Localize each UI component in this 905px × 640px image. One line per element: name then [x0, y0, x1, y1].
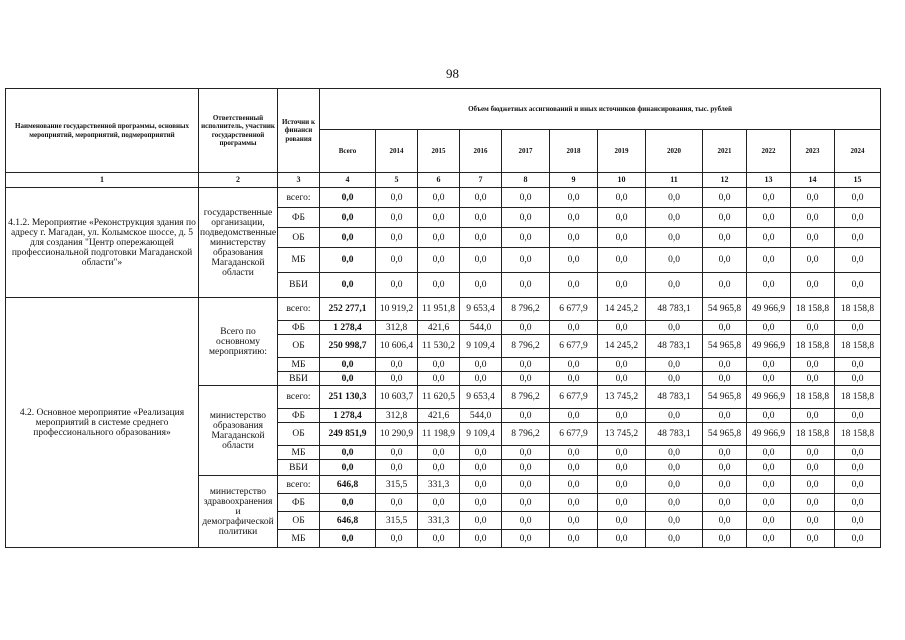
column-number: 10: [598, 173, 646, 188]
column-number: 3: [278, 173, 320, 188]
value-cell: 11 951,8: [418, 298, 460, 321]
value-cell: 0,0: [703, 273, 747, 298]
value-cell: 18 158,8: [791, 298, 835, 321]
value-cell: 0,0: [598, 228, 646, 248]
value-cell: 0,0: [376, 372, 418, 386]
value-cell: 0,0: [502, 321, 550, 335]
value-cell: 0,0: [598, 188, 646, 208]
value-cell: 0,0: [747, 460, 791, 476]
value-cell: 0,0: [418, 358, 460, 372]
value-cell: 0,0: [747, 494, 791, 512]
value-cell: 0,0: [747, 273, 791, 298]
value-cell: 0,0: [791, 208, 835, 228]
value-cell: 54 965,8: [703, 298, 747, 321]
value-cell: 0,0: [747, 372, 791, 386]
value-cell: 0,0: [502, 476, 550, 494]
page-number: 98: [446, 66, 459, 81]
source-cell: МБ: [278, 530, 320, 548]
value-cell: 54 965,8: [703, 335, 747, 358]
value-cell: 0,0: [646, 460, 703, 476]
value-cell: 0,0: [791, 273, 835, 298]
value-cell: 0,0: [376, 530, 418, 548]
value-cell: 0,0: [418, 460, 460, 476]
header-volume: Объем бюджетных ассигнований и иных источников финансирования, тыс. рублей: [320, 89, 881, 130]
value-cell: 0,0: [418, 188, 460, 208]
value-cell: 9 653,4: [460, 298, 502, 321]
value-cell: 0,0: [598, 409, 646, 423]
source-cell: ВБИ: [278, 372, 320, 386]
value-cell: 18 158,8: [791, 335, 835, 358]
value-cell: 8 796,2: [502, 386, 550, 409]
value-cell: 0,0: [550, 409, 598, 423]
value-cell: 0,0: [502, 530, 550, 548]
value-cell: 0,0: [703, 409, 747, 423]
header-year: 2014: [376, 130, 418, 173]
value-cell: 0,0: [460, 188, 502, 208]
value-cell: 331,3: [418, 512, 460, 530]
column-number: 7: [460, 173, 502, 188]
value-cell: 0,0: [646, 409, 703, 423]
value-cell: 8 796,2: [502, 298, 550, 321]
value-cell: 18 158,8: [835, 423, 881, 446]
value-cell: 18 158,8: [791, 423, 835, 446]
column-number: 1: [6, 173, 199, 188]
value-cell: 0,0: [835, 446, 881, 460]
value-cell: 13 745,2: [598, 386, 646, 409]
value-cell: 10 606,4: [376, 335, 418, 358]
value-cell: 646,8: [320, 512, 376, 530]
value-cell: 0,0: [791, 358, 835, 372]
value-cell: 0,0: [376, 446, 418, 460]
value-cell: 0,0: [460, 248, 502, 273]
value-cell: 0,0: [703, 530, 747, 548]
column-number: 5: [376, 173, 418, 188]
value-cell: 0,0: [320, 248, 376, 273]
header-year: Всего: [320, 130, 376, 173]
value-cell: 251 130,3: [320, 386, 376, 409]
value-cell: 0,0: [418, 273, 460, 298]
executor-cell: министерство здравоохранения и демографической политики: [199, 476, 278, 548]
value-cell: 0,0: [502, 512, 550, 530]
table-row: [6, 188, 881, 208]
value-cell: 0,0: [835, 248, 881, 273]
value-cell: 0,0: [418, 494, 460, 512]
value-cell: 0,0: [460, 358, 502, 372]
value-cell: 0,0: [747, 208, 791, 228]
value-cell: 0,0: [460, 208, 502, 228]
header-year: 2024: [835, 130, 881, 173]
value-cell: 0,0: [646, 273, 703, 298]
value-cell: 0,0: [646, 372, 703, 386]
value-cell: 0,0: [550, 248, 598, 273]
header-year: 2023: [791, 130, 835, 173]
value-cell: 18 158,8: [835, 386, 881, 409]
source-cell: ВБИ: [278, 273, 320, 298]
value-cell: 0,0: [550, 228, 598, 248]
source-cell: всего:: [278, 298, 320, 321]
value-cell: 10 290,9: [376, 423, 418, 446]
column-number: 15: [835, 173, 881, 188]
value-cell: 0,0: [320, 273, 376, 298]
value-cell: 0,0: [835, 208, 881, 228]
value-cell: 0,0: [703, 358, 747, 372]
value-cell: 0,0: [747, 476, 791, 494]
value-cell: 0,0: [502, 494, 550, 512]
column-number: 8: [502, 173, 550, 188]
value-cell: 0,0: [460, 372, 502, 386]
value-cell: 0,0: [502, 188, 550, 208]
source-cell: всего:: [278, 386, 320, 409]
value-cell: 0,0: [791, 248, 835, 273]
value-cell: 48 783,1: [646, 423, 703, 446]
value-cell: 0,0: [835, 358, 881, 372]
value-cell: 0,0: [791, 372, 835, 386]
value-cell: 0,0: [791, 512, 835, 530]
value-cell: 49 966,9: [747, 335, 791, 358]
value-cell: 6 677,9: [550, 298, 598, 321]
value-cell: 0,0: [703, 228, 747, 248]
value-cell: 0,0: [646, 358, 703, 372]
value-cell: 0,0: [703, 476, 747, 494]
value-cell: 0,0: [320, 530, 376, 548]
value-cell: 0,0: [646, 228, 703, 248]
source-cell: ФБ: [278, 409, 320, 423]
value-cell: 0,0: [376, 208, 418, 228]
value-cell: 0,0: [550, 512, 598, 530]
value-cell: 0,0: [320, 188, 376, 208]
value-cell: 0,0: [703, 208, 747, 228]
value-cell: 54 965,8: [703, 386, 747, 409]
value-cell: 0,0: [835, 530, 881, 548]
value-cell: 0,0: [460, 446, 502, 460]
value-cell: 421,6: [418, 321, 460, 335]
value-cell: 49 966,9: [747, 386, 791, 409]
value-cell: 0,0: [502, 358, 550, 372]
source-cell: ФБ: [278, 321, 320, 335]
budget-table: [5, 88, 881, 548]
value-cell: 249 851,9: [320, 423, 376, 446]
value-cell: 0,0: [598, 476, 646, 494]
value-cell: 0,0: [747, 446, 791, 460]
value-cell: 0,0: [835, 476, 881, 494]
column-number: 6: [418, 173, 460, 188]
value-cell: 0,0: [460, 530, 502, 548]
value-cell: 0,0: [835, 321, 881, 335]
value-cell: 331,3: [418, 476, 460, 494]
value-cell: 10 919,2: [376, 298, 418, 321]
value-cell: 315,5: [376, 512, 418, 530]
value-cell: 9 109,4: [460, 423, 502, 446]
value-cell: 0,0: [460, 460, 502, 476]
value-cell: 0,0: [502, 273, 550, 298]
value-cell: 312,8: [376, 409, 418, 423]
source-cell: ОБ: [278, 423, 320, 446]
value-cell: 0,0: [376, 494, 418, 512]
value-cell: 0,0: [418, 530, 460, 548]
executor-cell: Всего по основному мероприятию:: [199, 298, 278, 386]
value-cell: 0,0: [791, 476, 835, 494]
value-cell: 0,0: [646, 530, 703, 548]
value-cell: 0,0: [791, 409, 835, 423]
value-cell: 0,0: [598, 460, 646, 476]
header-executor: Ответственный исполнитель, участник государственной программы: [199, 89, 278, 173]
value-cell: 0,0: [747, 228, 791, 248]
value-cell: 11 620,5: [418, 386, 460, 409]
value-cell: 49 966,9: [747, 298, 791, 321]
value-cell: 0,0: [835, 494, 881, 512]
value-cell: 0,0: [703, 248, 747, 273]
value-cell: 0,0: [703, 494, 747, 512]
value-cell: 0,0: [646, 476, 703, 494]
value-cell: 0,0: [703, 446, 747, 460]
value-cell: 18 158,8: [791, 386, 835, 409]
value-cell: 0,0: [376, 273, 418, 298]
value-cell: 0,0: [703, 512, 747, 530]
value-cell: 252 277,1: [320, 298, 376, 321]
value-cell: 0,0: [747, 248, 791, 273]
value-cell: 646,8: [320, 476, 376, 494]
value-cell: 18 158,8: [835, 335, 881, 358]
value-cell: 48 783,1: [646, 335, 703, 358]
value-cell: 0,0: [550, 494, 598, 512]
value-cell: 8 796,2: [502, 335, 550, 358]
value-cell: 0,0: [646, 446, 703, 460]
value-cell: 0,0: [598, 273, 646, 298]
value-cell: 11 198,9: [418, 423, 460, 446]
header-year: 2018: [550, 130, 598, 173]
value-cell: 0,0: [791, 228, 835, 248]
value-cell: 48 783,1: [646, 386, 703, 409]
value-cell: 13 745,2: [598, 423, 646, 446]
value-cell: 0,0: [646, 188, 703, 208]
value-cell: 0,0: [598, 512, 646, 530]
table-row: [6, 298, 881, 321]
value-cell: 0,0: [460, 494, 502, 512]
value-cell: 0,0: [320, 372, 376, 386]
value-cell: 0,0: [320, 228, 376, 248]
value-cell: 14 245,2: [598, 298, 646, 321]
value-cell: 0,0: [835, 273, 881, 298]
header-year: 2022: [747, 130, 791, 173]
source-cell: МБ: [278, 358, 320, 372]
source-cell: МБ: [278, 446, 320, 460]
value-cell: 0,0: [747, 409, 791, 423]
value-cell: 0,0: [550, 273, 598, 298]
program-name-cell: 4.1.2. Мероприятие «Реконструкция здания по адресу г. Магадан, ул. Колымское шоссе, д. 5 для создания "Центр опережающей профессиональной подготовки Магаданской области"»: [6, 188, 199, 298]
value-cell: 0,0: [791, 460, 835, 476]
value-cell: 6 677,9: [550, 423, 598, 446]
value-cell: 0,0: [502, 208, 550, 228]
value-cell: 0,0: [550, 460, 598, 476]
value-cell: 544,0: [460, 321, 502, 335]
value-cell: 0,0: [460, 512, 502, 530]
value-cell: 421,6: [418, 409, 460, 423]
value-cell: 0,0: [320, 446, 376, 460]
value-cell: 0,0: [703, 460, 747, 476]
value-cell: 0,0: [502, 248, 550, 273]
value-cell: 0,0: [376, 228, 418, 248]
value-cell: 0,0: [550, 530, 598, 548]
header-program: Наименование государственной программы, основных мероприятий, мероприятий, подмероприятий: [6, 89, 199, 173]
value-cell: 8 796,2: [502, 423, 550, 446]
header-year: 2016: [460, 130, 502, 173]
value-cell: 0,0: [791, 494, 835, 512]
source-cell: ВБИ: [278, 460, 320, 476]
value-cell: 10 603,7: [376, 386, 418, 409]
value-cell: 0,0: [376, 188, 418, 208]
value-cell: 0,0: [598, 530, 646, 548]
value-cell: 0,0: [550, 188, 598, 208]
value-cell: 0,0: [320, 208, 376, 228]
value-cell: 0,0: [376, 358, 418, 372]
value-cell: 0,0: [703, 372, 747, 386]
value-cell: 0,0: [703, 321, 747, 335]
value-cell: 0,0: [598, 321, 646, 335]
value-cell: 1 278,4: [320, 321, 376, 335]
value-cell: 544,0: [460, 409, 502, 423]
value-cell: 0,0: [747, 530, 791, 548]
value-cell: 0,0: [598, 208, 646, 228]
value-cell: 0,0: [598, 358, 646, 372]
value-cell: 0,0: [835, 512, 881, 530]
value-cell: 0,0: [550, 372, 598, 386]
value-cell: 49 966,9: [747, 423, 791, 446]
value-cell: 0,0: [550, 321, 598, 335]
value-cell: 0,0: [747, 188, 791, 208]
source-cell: ФБ: [278, 208, 320, 228]
value-cell: 0,0: [747, 321, 791, 335]
value-cell: 0,0: [550, 446, 598, 460]
column-number: 12: [703, 173, 747, 188]
value-cell: 0,0: [502, 409, 550, 423]
value-cell: 0,0: [598, 446, 646, 460]
value-cell: 0,0: [320, 358, 376, 372]
value-cell: 0,0: [418, 208, 460, 228]
source-cell: всего:: [278, 476, 320, 494]
value-cell: 0,0: [791, 188, 835, 208]
column-number: 2: [199, 173, 278, 188]
value-cell: 0,0: [598, 248, 646, 273]
source-cell: ОБ: [278, 335, 320, 358]
value-cell: 0,0: [747, 512, 791, 530]
value-cell: 0,0: [376, 248, 418, 273]
source-cell: всего:: [278, 188, 320, 208]
column-number: 9: [550, 173, 598, 188]
value-cell: 0,0: [703, 188, 747, 208]
program-name-cell: 4.2. Основное мероприятие «Реализация мероприятий в системе среднего профессионального образования»: [6, 298, 199, 548]
value-cell: 6 677,9: [550, 335, 598, 358]
value-cell: 0,0: [791, 321, 835, 335]
value-cell: 0,0: [550, 208, 598, 228]
column-number: 13: [747, 173, 791, 188]
value-cell: 312,8: [376, 321, 418, 335]
value-cell: 0,0: [502, 446, 550, 460]
header-year: 2017: [502, 130, 550, 173]
column-number: 4: [320, 173, 376, 188]
value-cell: 0,0: [646, 248, 703, 273]
value-cell: 11 530,2: [418, 335, 460, 358]
value-cell: 18 158,8: [835, 298, 881, 321]
value-cell: 0,0: [376, 460, 418, 476]
value-cell: 0,0: [646, 512, 703, 530]
value-cell: 1 278,4: [320, 409, 376, 423]
value-cell: 0,0: [320, 460, 376, 476]
executor-cell: министерство образования Магаданской области: [199, 386, 278, 476]
source-cell: МБ: [278, 248, 320, 273]
value-cell: 48 783,1: [646, 298, 703, 321]
value-cell: 0,0: [791, 530, 835, 548]
executor-cell: государственные организации, подведомственные министерству образования Магаданской области: [199, 188, 278, 298]
column-number: 11: [646, 173, 703, 188]
value-cell: 0,0: [791, 446, 835, 460]
header-year: 2020: [646, 130, 703, 173]
header-year: 2015: [418, 130, 460, 173]
source-cell: ОБ: [278, 512, 320, 530]
value-cell: 0,0: [835, 372, 881, 386]
value-cell: 14 245,2: [598, 335, 646, 358]
value-cell: 0,0: [460, 228, 502, 248]
value-cell: 250 998,7: [320, 335, 376, 358]
column-number: 14: [791, 173, 835, 188]
value-cell: 0,0: [418, 372, 460, 386]
value-cell: 0,0: [460, 273, 502, 298]
value-cell: 315,5: [376, 476, 418, 494]
source-cell: ОБ: [278, 228, 320, 248]
value-cell: 0,0: [646, 208, 703, 228]
value-cell: 0,0: [502, 228, 550, 248]
source-cell: ФБ: [278, 494, 320, 512]
value-cell: 0,0: [460, 476, 502, 494]
value-cell: 54 965,8: [703, 423, 747, 446]
value-cell: 0,0: [598, 372, 646, 386]
value-cell: 0,0: [646, 494, 703, 512]
value-cell: 9 109,4: [460, 335, 502, 358]
value-cell: 0,0: [502, 372, 550, 386]
value-cell: 0,0: [747, 358, 791, 372]
value-cell: 6 677,9: [550, 386, 598, 409]
value-cell: 0,0: [835, 460, 881, 476]
header-year: 2019: [598, 130, 646, 173]
value-cell: 0,0: [598, 494, 646, 512]
value-cell: 0,0: [550, 476, 598, 494]
value-cell: 0,0: [646, 321, 703, 335]
value-cell: 9 653,4: [460, 386, 502, 409]
value-cell: 0,0: [502, 460, 550, 476]
value-cell: 0,0: [418, 446, 460, 460]
header-source: Источни к финанси рования: [278, 89, 320, 173]
header-year: 2021: [703, 130, 747, 173]
value-cell: 0,0: [418, 228, 460, 248]
value-cell: 0,0: [418, 248, 460, 273]
value-cell: 0,0: [835, 409, 881, 423]
value-cell: 0,0: [835, 228, 881, 248]
value-cell: 0,0: [835, 188, 881, 208]
value-cell: 0,0: [320, 494, 376, 512]
value-cell: 0,0: [550, 358, 598, 372]
